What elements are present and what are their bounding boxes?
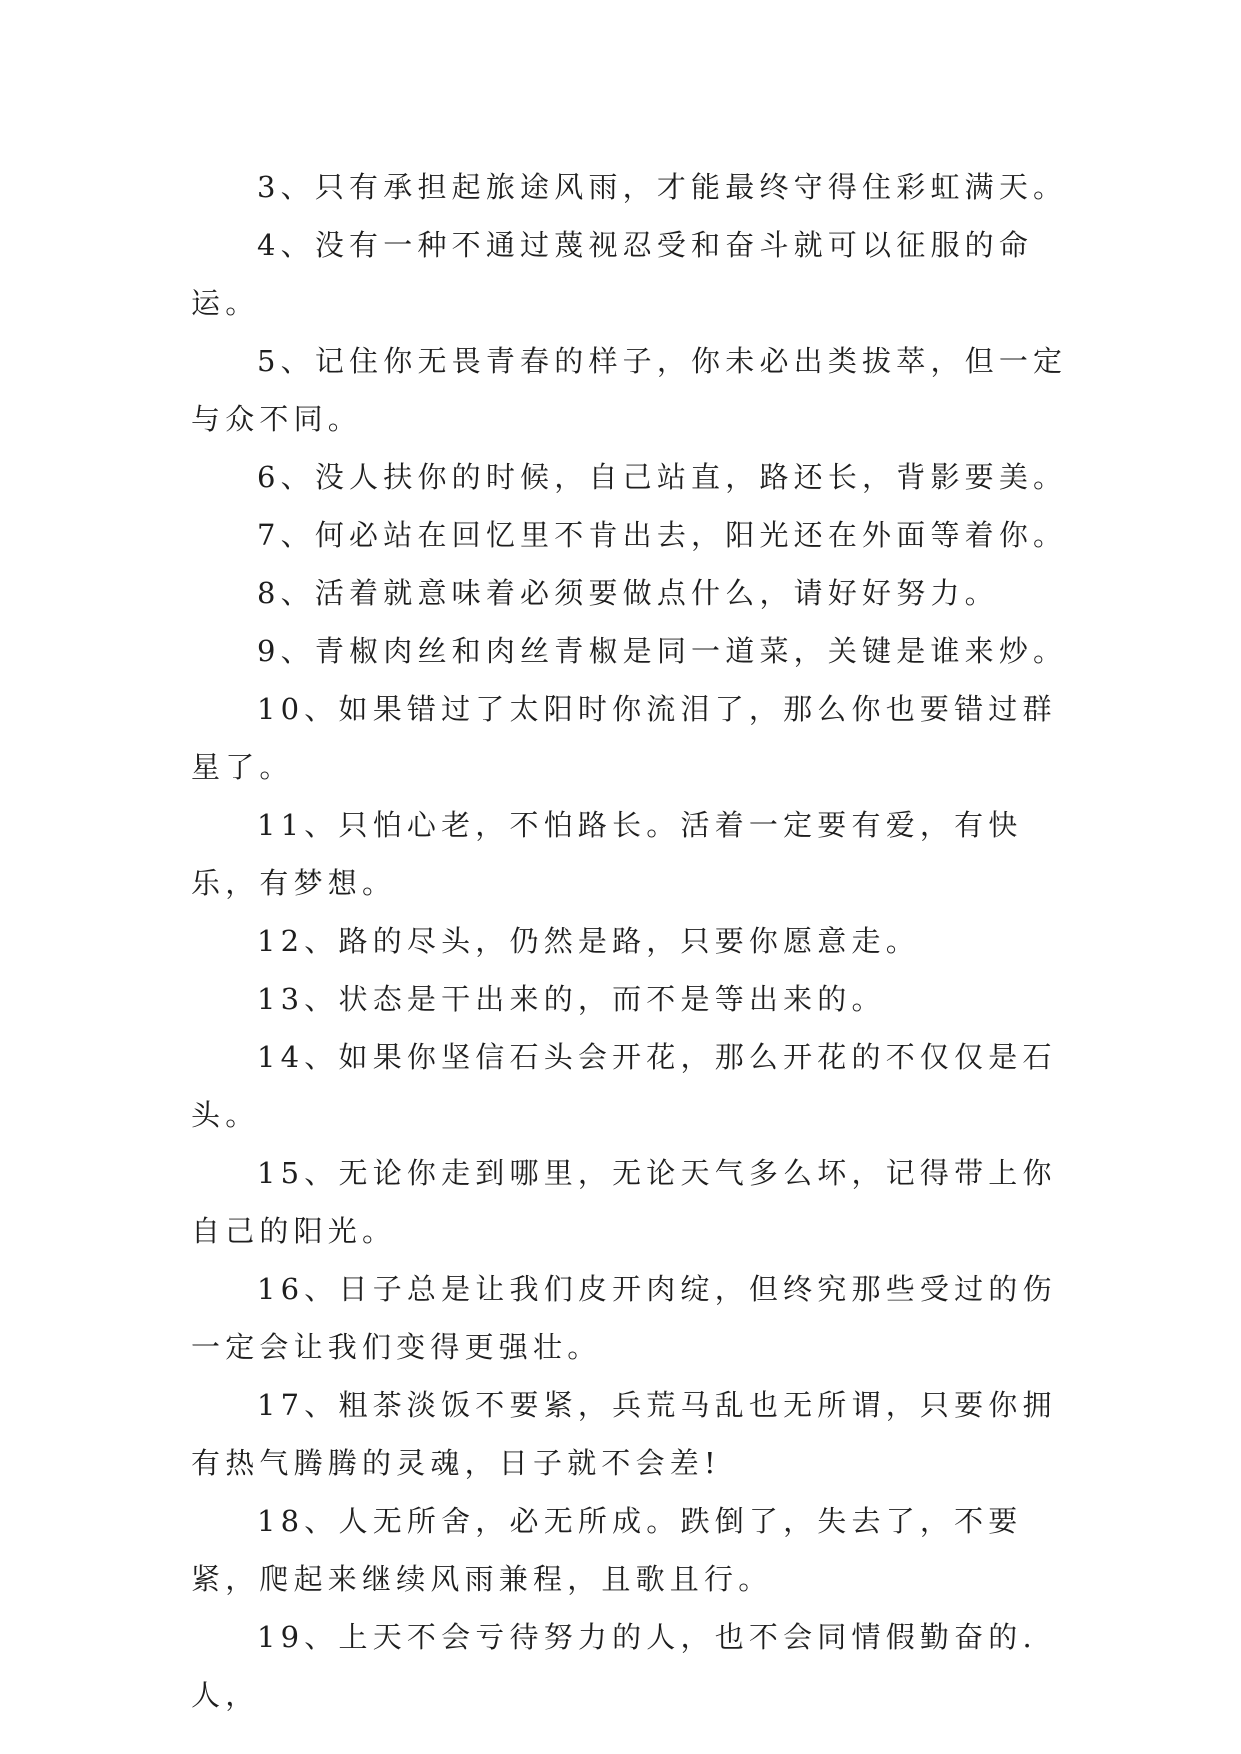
paragraph-8: 8、活着就意味着必须要做点什么，请好好努力。 [257, 576, 999, 610]
paragraph-3: 3、只有承担起旅途风雨，才能最终守得住彩虹满天。 [257, 170, 1068, 204]
paragraph-6: 6、没人扶你的时候，自己站直，路还长，背影要美。 [257, 460, 1068, 494]
paragraph-18: 18、人无所舍，必无所成。跌倒了，失去了，不要紧，爬起来继续风雨兼程，且歌且行。 [191, 1504, 1023, 1596]
paragraph-10: 10、如果错过了太阳时你流泪了，那么你也要错过群星了。 [191, 692, 1057, 784]
paragraph-14: 14、如果你坚信石头会开花，那么开花的不仅仅是石头。 [191, 1040, 1057, 1132]
paragraph-16: 16、日子总是让我们皮开肉绽，但终究那些受过的伤一定会让我们变得更强壮。 [191, 1272, 1057, 1364]
text-body [191, 158, 1071, 1724]
paragraph-4: 4、没有一种不通过蔑视忍受和奋斗就可以征服的命运。 [191, 228, 1034, 320]
paragraph-15: 15、无论你走到哪里，无论天气多么坏，记得带上你自己的阳光。 [191, 1156, 1057, 1248]
paragraph-17: 17、粗茶淡饭不要紧，兵荒马乱也无所谓，只要你拥有热气腾腾的灵魂，日子就不会差! [191, 1388, 1057, 1480]
paragraph-7: 7、何必站在回忆里不肯出去，阳光还在外面等着你。 [257, 518, 1068, 552]
paragraph-13: 13、状态是干出来的，而不是等出来的。 [257, 982, 886, 1016]
paragraph-11: 11、只怕心老，不怕路长。活着一定要有爱，有快乐，有梦想。 [191, 808, 1023, 900]
paragraph-9: 9、青椒肉丝和肉丝青椒是同一道菜，关键是谁来炒。 [257, 634, 1068, 668]
paragraph-5: 5、记住你无畏青春的样子，你未必出类拔萃，但一定与众不同。 [191, 344, 1068, 436]
paragraph-19: 19、上天不会亏待努力的人，也不会同情假勤奋的.人， [191, 1620, 1037, 1712]
paragraph-12: 12、路的尽头，仍然是路，只要你愿意走。 [257, 924, 920, 958]
